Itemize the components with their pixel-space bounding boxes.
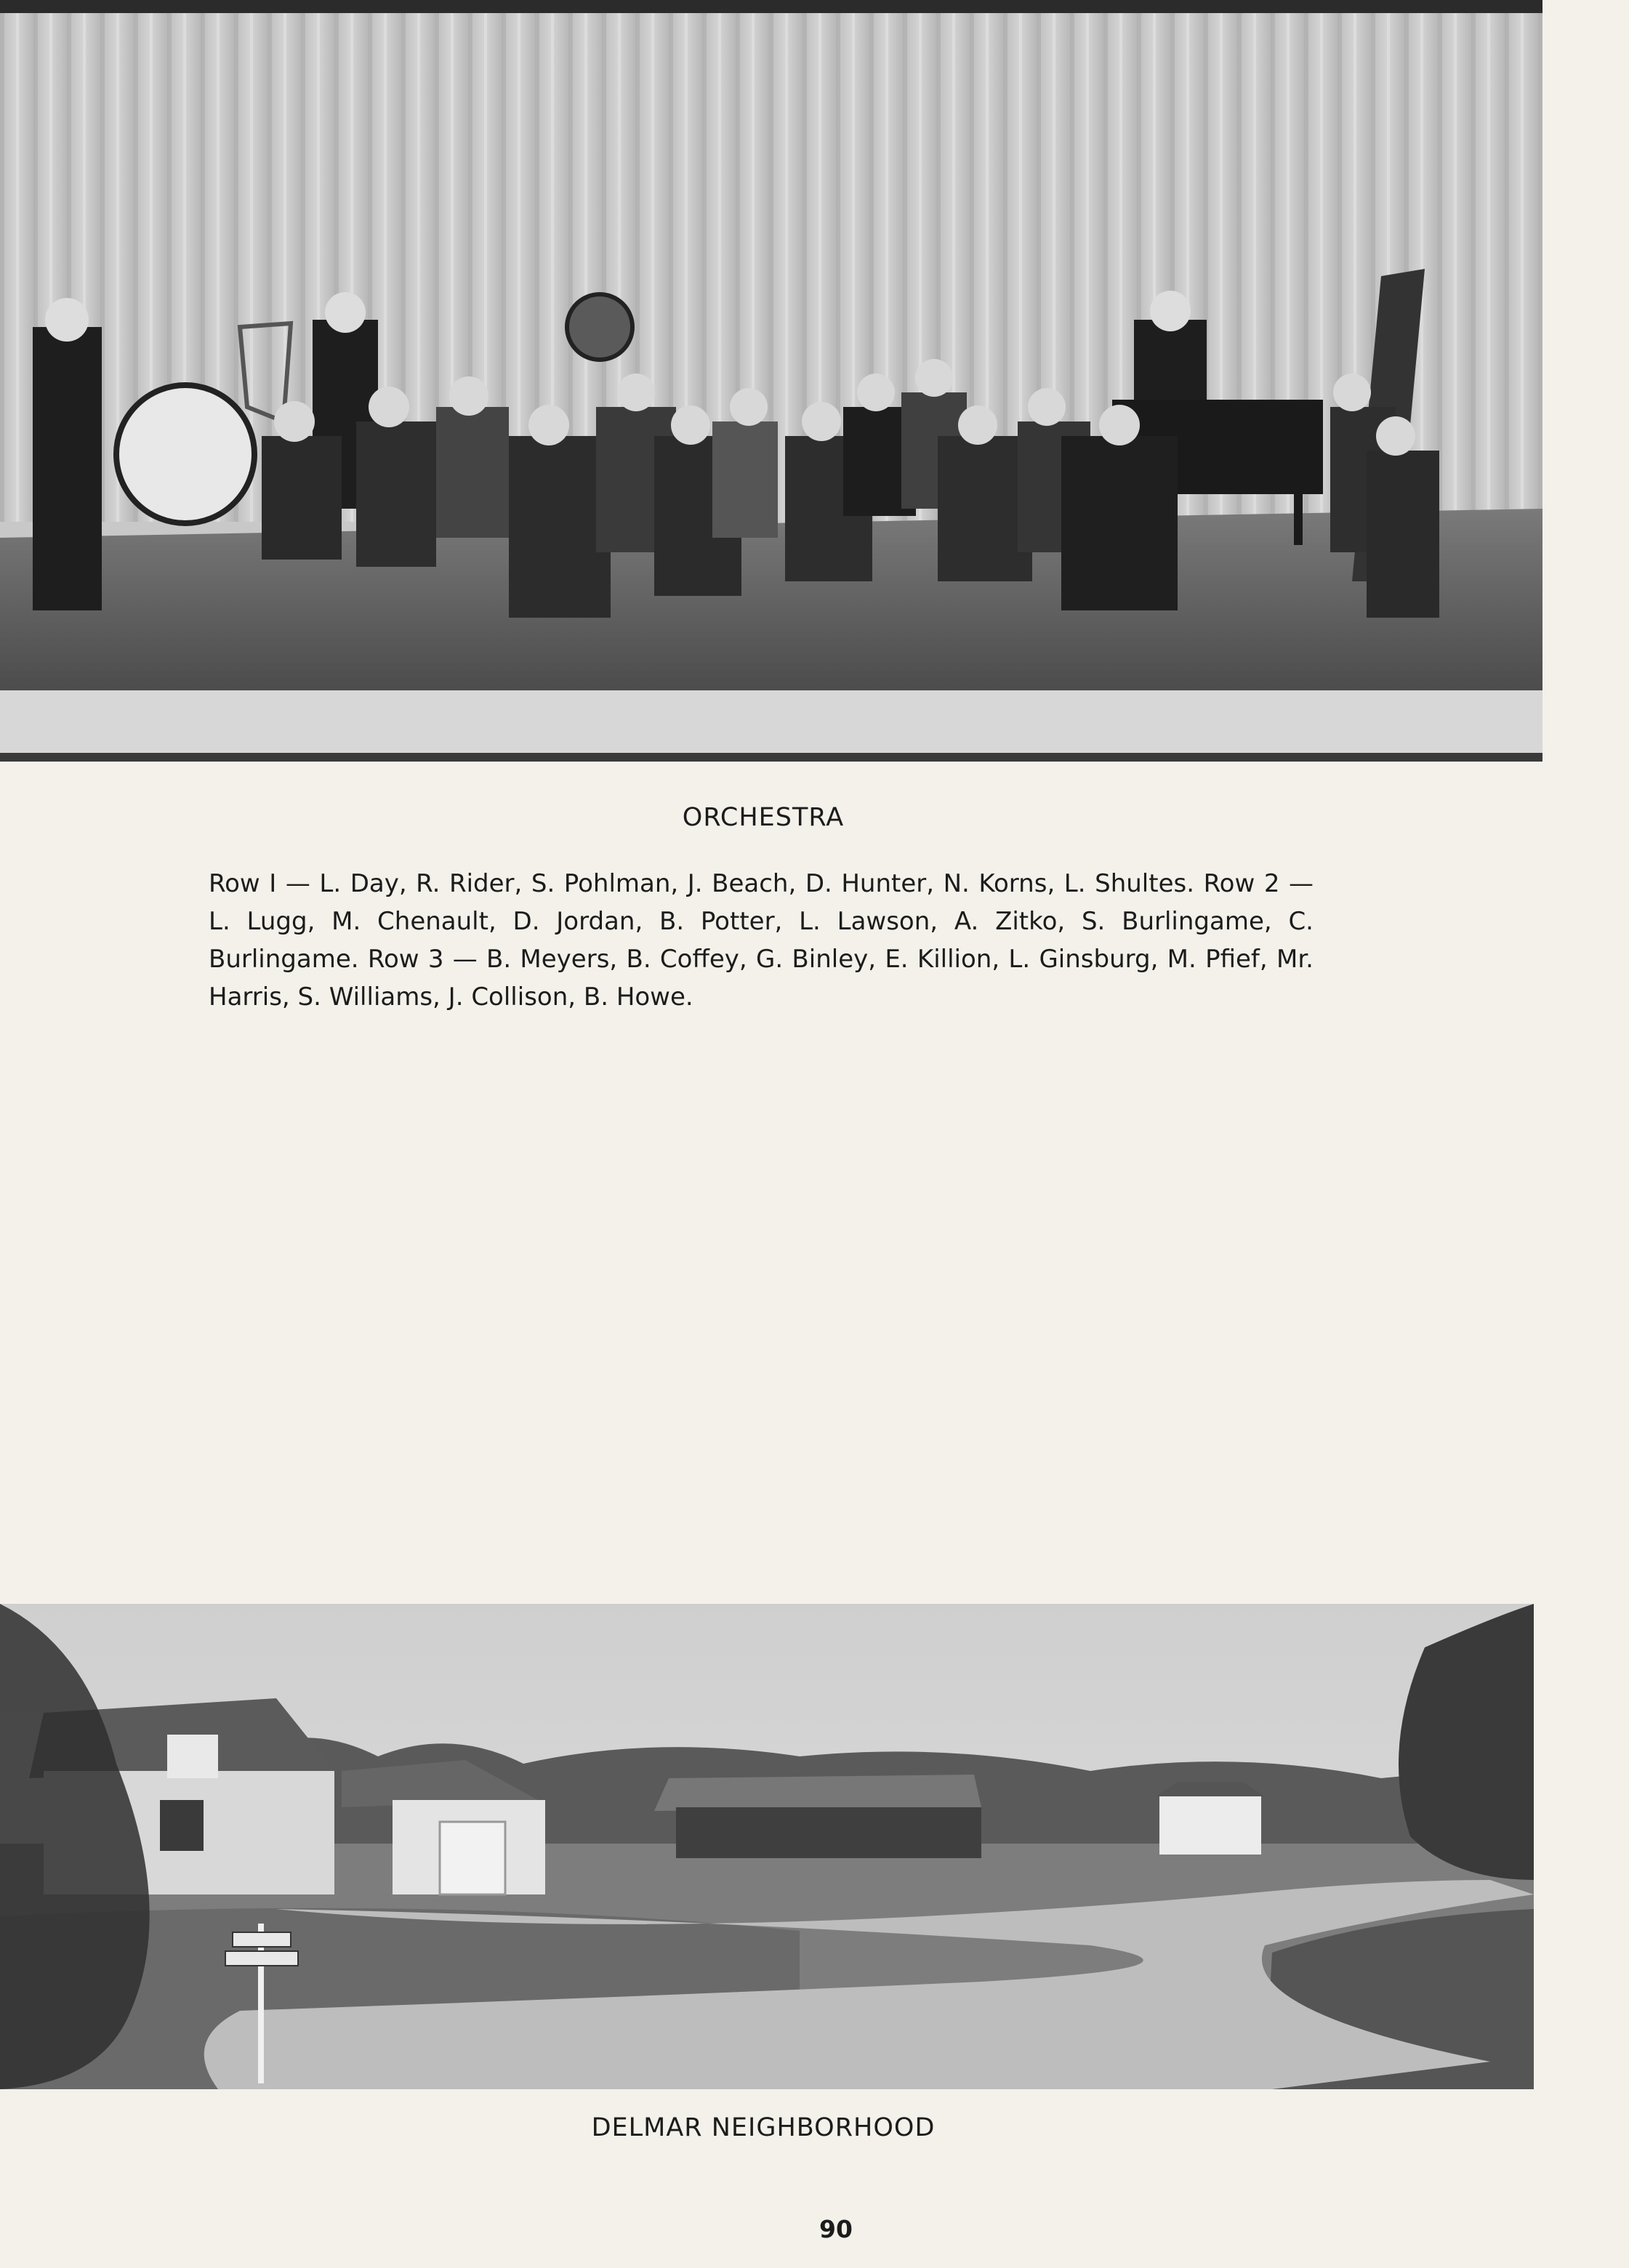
member-row-1: Row I — L. Day, R. Rider, S. Pohlman, J. Beach, D. Hunter, N. Korns, L. Shultes. xyxy=(209,869,1195,898)
orchestra-member-list xyxy=(209,865,1314,1016)
neighborhood-caption-title: DELMAR NEIGHBORHOOD xyxy=(591,2113,936,2142)
member-row-2: Row 2 — L. Lugg, M. Chenault, D. Jordan, B. Potter, L. Lawson, A. Zitko, S. Burlingame, C. Burlingame. xyxy=(209,869,1314,974)
neighborhood-photo xyxy=(0,1604,1534,2089)
page-number: 90 xyxy=(819,2215,853,2243)
orchestra-photo xyxy=(0,0,1542,762)
member-row-3: Row 3 — B. Meyers, B. Coffey, G. Binley, E. Killion, L. Ginsburg, M. Pfief, Mr. Harris, S. Williams, J. Collison, B. Howe. xyxy=(209,945,1314,1012)
orchestra-caption-title: ORCHESTRA xyxy=(682,803,845,832)
